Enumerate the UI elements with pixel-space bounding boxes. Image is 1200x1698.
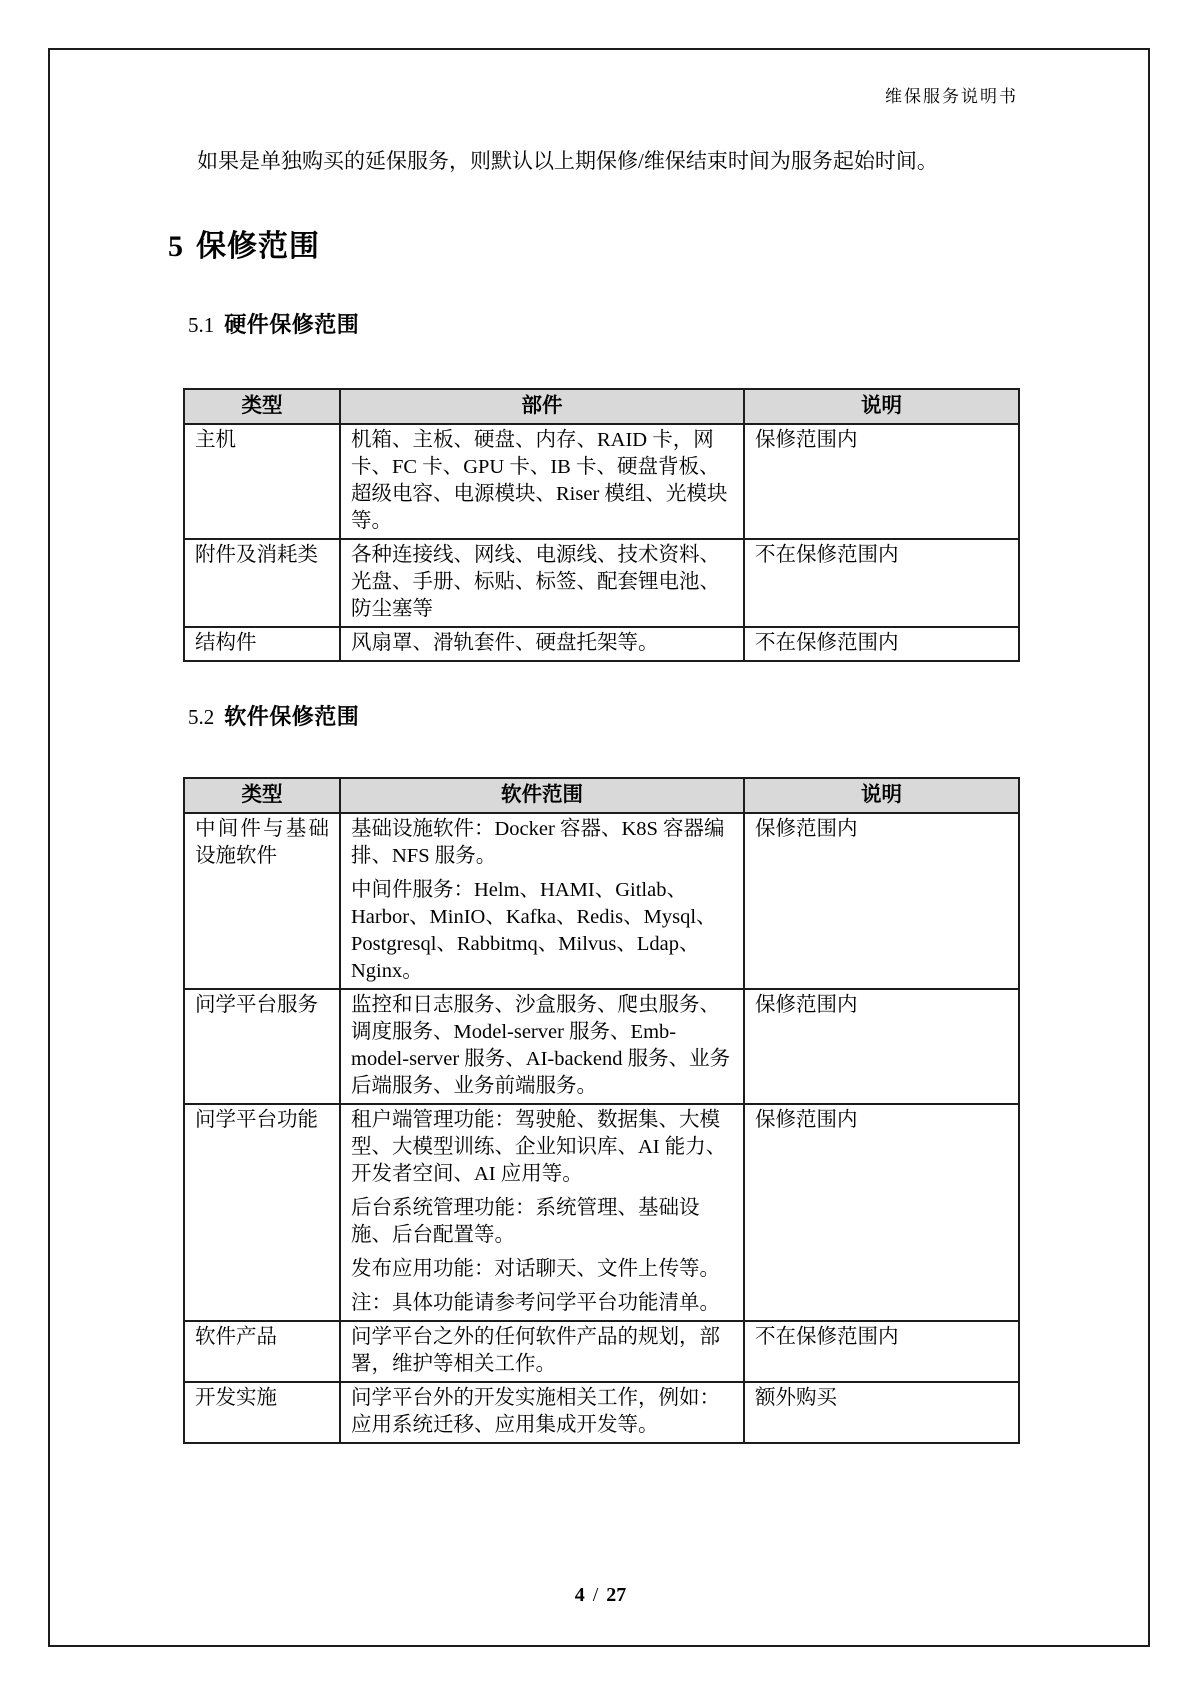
- cell-type: 软件产品: [184, 1321, 340, 1382]
- section-number: 5: [168, 230, 183, 263]
- section-title: 保修范围: [196, 229, 320, 264]
- cell-type: 中间件与基础设施软件: [184, 813, 340, 989]
- cell-note: 不在保修范围内: [744, 539, 1019, 627]
- cell-type: 结构件: [184, 627, 340, 661]
- hardware-warranty-table: [183, 388, 1020, 662]
- scope-paragraph: 租户端管理功能：驾驶舱、数据集、大模型、大模型训练、企业知识库、AI 能力、开发者空间、AI 应用等。: [351, 1109, 727, 1185]
- cell-note: 保修范围内: [744, 813, 1019, 989]
- cell-type: 附件及消耗类: [184, 539, 340, 627]
- subsection-number: 5.2: [188, 705, 215, 729]
- page-number-total: 27: [606, 1584, 627, 1606]
- scope-paragraph: 注：具体功能请参考问学平台功能清单。: [351, 1292, 720, 1314]
- table-header-row: [184, 778, 1019, 813]
- page-number-separator: /: [592, 1584, 599, 1606]
- section-heading: [168, 230, 320, 264]
- table-row: [184, 1104, 1019, 1321]
- cell-scope: [340, 424, 744, 539]
- cell-scope: [340, 1382, 744, 1443]
- table-row: [184, 627, 1019, 661]
- cell-note: 不在保修范围内: [744, 627, 1019, 661]
- scope-paragraph: 各种连接线、网线、电源线、技术资料、光盘、手册、标贴、标签、配套锂电池、防尘塞等: [351, 544, 720, 620]
- scope-paragraph: 风扇罩、滑轨套件、硬盘托架等。: [351, 632, 659, 654]
- column-header-2: 说明: [744, 778, 1019, 813]
- cell-scope: [340, 813, 744, 989]
- scope-paragraph: 机箱、主板、硬盘、内存、RAID 卡，网卡、FC 卡、GPU 卡、IB 卡、硬盘背板、超级电容、电源模块、Riser 模组、光模块等。: [351, 429, 728, 532]
- subsection-title: 硬件保修范围: [224, 313, 360, 338]
- subsection-heading-software: [188, 704, 359, 731]
- scope-paragraph: 中间件服务：Helm、HAMI、Gitlab、Harbor、MinIO、Kafka、Redis、Mysql、Postgresql、Rabbitmq、Milvus、Ldap、Nginx。: [351, 879, 717, 982]
- table-row: [184, 1382, 1019, 1443]
- column-header-0: 类型: [184, 389, 340, 424]
- cell-scope: [340, 539, 744, 627]
- scope-paragraph: 后台系统管理功能：系统管理、基础设施、后台配置等。: [351, 1197, 700, 1246]
- cell-type: 问学平台功能: [184, 1104, 340, 1321]
- cell-note: 保修范围内: [744, 989, 1019, 1104]
- cell-scope: [340, 989, 744, 1104]
- scope-paragraph: 发布应用功能：对话聊天、文件上传等。: [351, 1258, 720, 1280]
- table-row: [184, 539, 1019, 627]
- scope-paragraph: 基础设施软件：Docker 容器、K8S 容器编排、NFS 服务。: [351, 818, 725, 867]
- page-header-title: 维保服务说明书: [885, 87, 1018, 106]
- cell-type: 主机: [184, 424, 340, 539]
- cell-note: 保修范围内: [744, 424, 1019, 539]
- scope-paragraph: 问学平台之外的任何软件产品的规划，部署，维护等相关工作。: [351, 1326, 720, 1375]
- cell-scope: [340, 1321, 744, 1382]
- table-header-row: [184, 389, 1019, 424]
- scope-paragraph: 问学平台外的开发实施相关工作，例如：应用系统迁移、应用集成开发等。: [351, 1387, 720, 1436]
- intro-paragraph: 如果是单独购买的延保服务，则默认以上期保修/维保结束时间为服务起始时间。: [197, 149, 938, 173]
- column-header-0: 类型: [184, 778, 340, 813]
- column-header-1: 软件范围: [340, 778, 744, 813]
- cell-scope: [340, 627, 744, 661]
- table-row: [184, 1321, 1019, 1382]
- subsection-title: 软件保修范围: [224, 705, 360, 730]
- table-row: [184, 813, 1019, 989]
- page-number-current: 4: [574, 1584, 585, 1606]
- cell-note: 保修范围内: [744, 1104, 1019, 1321]
- cell-type: 问学平台服务: [184, 989, 340, 1104]
- page-footer: [183, 1584, 1018, 1607]
- cell-scope: [340, 1104, 744, 1321]
- table-row: [184, 989, 1019, 1104]
- software-warranty-table: [183, 777, 1020, 1444]
- cell-type: 开发实施: [184, 1382, 340, 1443]
- subsection-heading-hardware: [188, 312, 359, 339]
- cell-note: 不在保修范围内: [744, 1321, 1019, 1382]
- scope-paragraph: 监控和日志服务、沙盒服务、爬虫服务、调度服务、Model-server 服务、Emb-model-server 服务、AI-backend 服务、业务后端服务、业务前端服务。: [351, 994, 731, 1097]
- table-row: [184, 424, 1019, 539]
- column-header-2: 说明: [744, 389, 1019, 424]
- column-header-1: 部件: [340, 389, 744, 424]
- cell-note: 额外购买: [744, 1382, 1019, 1443]
- subsection-number: 5.1: [188, 313, 215, 337]
